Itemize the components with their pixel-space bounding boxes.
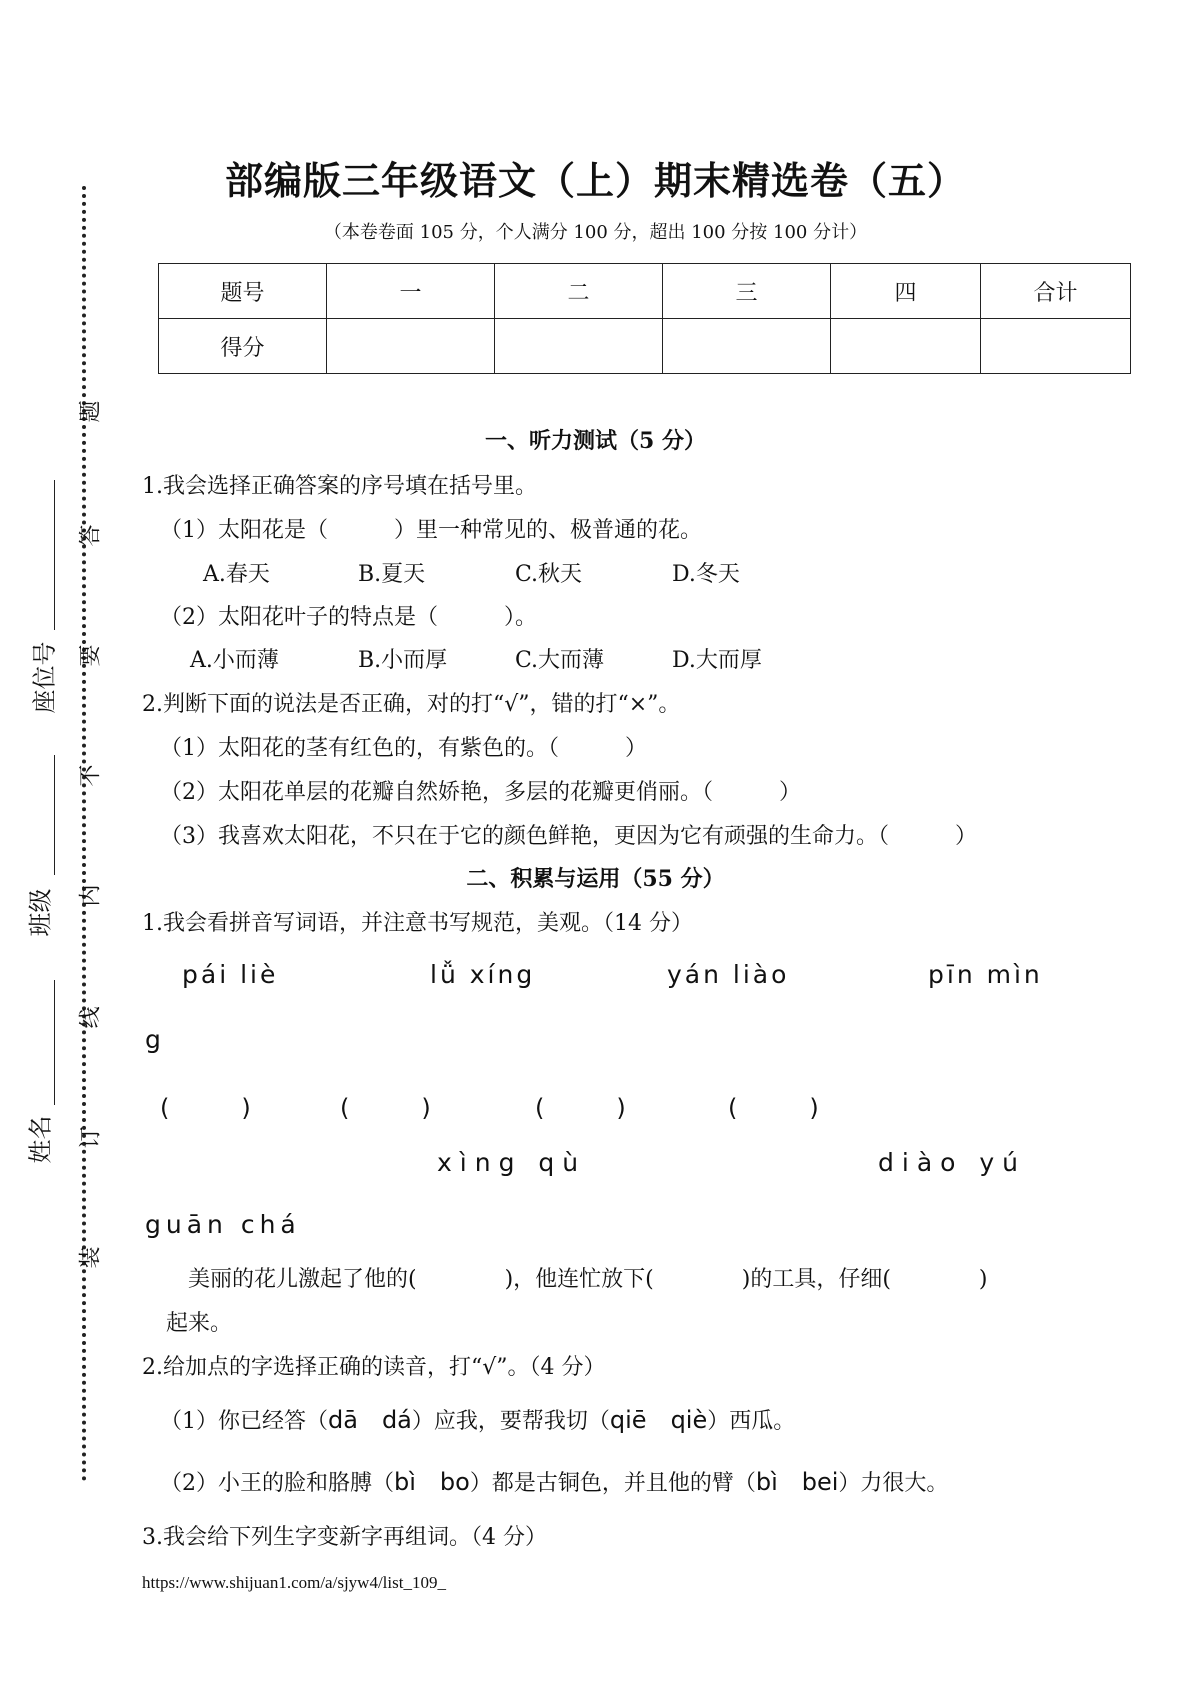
seat-number-line xyxy=(54,480,55,630)
table-score-row xyxy=(159,319,1131,374)
name-field[interactable] xyxy=(10,980,70,1164)
text-segment: （1）你已经答（ xyxy=(160,1409,328,1434)
sentence-text: 美丽的花儿激起了他的( )，他连忙放下( )的工具，仔细( ) xyxy=(188,1267,988,1292)
pinyin-item: guān chá xyxy=(145,1210,301,1239)
table-header-row xyxy=(159,264,1131,319)
question-text: 1.我会看拼音写词语，并注意书写规范，美观。（14 分） xyxy=(142,911,693,936)
score-table xyxy=(158,263,1131,374)
binding-char: 内 xyxy=(78,884,104,907)
option-a[interactable]: A.小而薄 xyxy=(190,648,279,673)
class-label: 班级 xyxy=(26,888,55,937)
section-title: 二、积累与运用（55 分） xyxy=(466,866,725,892)
question-text: 2.判断下面的说法是否正确，对的打“√”，错的打“×”。 xyxy=(142,692,681,717)
option-d[interactable]: D.大而厚 xyxy=(672,648,762,673)
answer-blank[interactable]: ( ) xyxy=(535,1094,626,1122)
text-segment: ）都是古铜色，并且他的臂（ xyxy=(469,1471,756,1496)
pinyin-item: pái liè xyxy=(182,960,279,989)
binding-char: 订 xyxy=(78,1126,104,1149)
option-b[interactable]: B.小而厚 xyxy=(358,648,448,673)
text-segment: ）应我，要帮我切（ xyxy=(411,1409,610,1434)
question-text: 1.我会选择正确答案的序号填在括号里。 xyxy=(142,474,537,499)
option-d[interactable]: D.冬天 xyxy=(672,562,740,587)
question-text: （1）太阳花的茎有红色的，有紫色的。（ ） xyxy=(160,736,647,761)
answer-blank[interactable]: ( ) xyxy=(160,1094,251,1122)
question-text xyxy=(160,1462,948,1497)
pinyin-item: diào yú xyxy=(878,1148,1027,1177)
answer-blank[interactable]: ( ) xyxy=(340,1094,431,1122)
seat-number-field[interactable] xyxy=(10,480,70,720)
question-text: （3）我喜欢太阳花，不只在于它的颜色鲜艳，更因为它有顽强的生命力。（ ） xyxy=(160,824,977,849)
table-header-cell: 四 xyxy=(831,264,981,319)
table-header-cell: 合计 xyxy=(981,264,1131,319)
option-b[interactable]: B.夏天 xyxy=(358,562,426,587)
table-header-cell: 题号 xyxy=(159,264,327,319)
score-row-label: 得分 xyxy=(159,319,327,374)
text-segment: ）力很大。 xyxy=(838,1471,949,1496)
section-title: 一、听力测试（5 分） xyxy=(485,428,706,454)
name-label: 姓名 xyxy=(26,1115,55,1164)
sentence-text: 起来。 xyxy=(166,1311,233,1336)
binding-char: 不 xyxy=(78,764,104,787)
pinyin-wrap: g xyxy=(145,1025,164,1054)
reading-options[interactable]: bì bo xyxy=(394,1468,470,1496)
page-title: 部编版三年级语文（上）期末精选卷（五） xyxy=(224,158,966,203)
answer-blank[interactable]: ( ) xyxy=(728,1094,819,1122)
reading-options[interactable]: dā dá xyxy=(328,1406,412,1434)
class-line xyxy=(54,755,55,875)
binding-char: 题 xyxy=(78,400,104,423)
binding-char: 要 xyxy=(78,644,104,667)
table-header-cell: 一 xyxy=(327,264,495,319)
reading-options[interactable]: qiē qiè xyxy=(609,1406,708,1434)
score-cell[interactable] xyxy=(495,319,663,374)
score-cell[interactable] xyxy=(663,319,831,374)
binding-dotted-line xyxy=(82,186,86,1482)
score-cell[interactable] xyxy=(327,319,495,374)
option-a[interactable]: A.春天 xyxy=(203,562,270,587)
class-field[interactable] xyxy=(10,755,70,935)
pinyin-item: lǚ xíng xyxy=(430,960,536,989)
question-text: （1）太阳花是（ ）里一种常见的、极普通的花。 xyxy=(160,518,702,543)
option-c[interactable]: C.秋天 xyxy=(515,562,583,587)
question-text: （2）太阳花叶子的特点是（ ）。 xyxy=(160,605,537,630)
text-segment: （2）小王的脸和胳膊（ xyxy=(160,1471,394,1496)
pinyin-item: xìng qù xyxy=(437,1148,587,1177)
page-subtitle: （本卷卷面 105 分，个人满分 100 分，超出 100 分按 100 分计） xyxy=(323,222,868,243)
table-header-cell: 三 xyxy=(663,264,831,319)
pinyin-item: yán liào xyxy=(667,960,790,989)
question-text xyxy=(160,1400,795,1435)
score-cell[interactable] xyxy=(981,319,1131,374)
table-header-cell: 二 xyxy=(495,264,663,319)
option-c[interactable]: C.大而薄 xyxy=(515,648,605,673)
question-text: 2.给加点的字选择正确的读音，打“√”。（4 分） xyxy=(142,1355,606,1380)
binding-char: 答 xyxy=(78,524,104,547)
name-line xyxy=(54,980,55,1105)
binding-char: 线 xyxy=(78,1006,104,1029)
reading-options[interactable]: bì bei xyxy=(755,1468,839,1496)
binding-char: 装 xyxy=(78,1246,104,1269)
footer-url: https://www.shijuan1.com/a/sjyw4/list_109_ xyxy=(142,1573,446,1592)
question-text: 3.我会给下列生字变新字再组词。（4 分） xyxy=(142,1525,547,1550)
score-cell[interactable] xyxy=(831,319,981,374)
seat-number-label: 座位号 xyxy=(30,641,59,714)
text-segment: ）西瓜。 xyxy=(707,1409,796,1434)
question-text: （2）太阳花单层的花瓣自然娇艳，多层的花瓣更俏丽。（ ） xyxy=(160,780,801,805)
pinyin-item: pīn mìn xyxy=(928,960,1043,989)
